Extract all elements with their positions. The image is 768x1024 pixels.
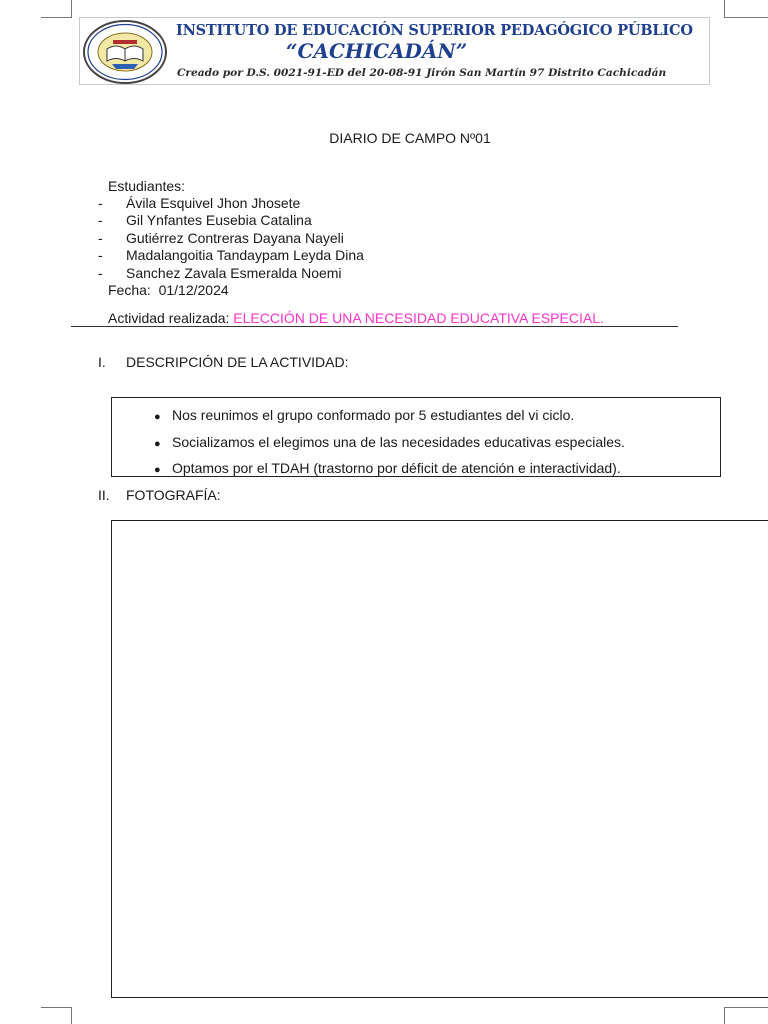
activity-line [108, 310, 604, 326]
crop-mark-bottom-left-h [41, 1007, 72, 1008]
section-number: II. [98, 487, 110, 503]
institution-seal-icon [82, 19, 168, 85]
institution-decree-line: Creado por D.S. 0021-91-ED del 20-08-91 Jirón San Martín 97 Distrito Cachicadán [177, 67, 667, 79]
crop-mark-top-right-h [724, 17, 768, 18]
activity-value: ELECCIÓN DE UNA NECESIDAD EDUCATIVA ESPECIAL. [233, 310, 604, 326]
photo-frame [111, 520, 768, 998]
crop-mark-top-left-v [71, 0, 72, 17]
date-line [108, 282, 229, 298]
section-number: I. [98, 354, 106, 370]
activity-underline [71, 326, 678, 327]
section-title-photo: FOTOGRAFÍA: [126, 487, 221, 503]
student-item: Ávila Esquivel Jhon Jhosete [126, 195, 301, 211]
bullet-text: Optamos por el TDAH (trastorno por déficit de atención e interactividad). [172, 460, 621, 476]
activity-label: Actividad realizada: [108, 310, 230, 326]
bullet-text: Nos reunimos el grupo conformado por 5 estudiantes del vi ciclo. [172, 407, 575, 423]
list-dash: - [98, 212, 103, 228]
list-item [154, 460, 621, 476]
bullet-icon: ● [154, 411, 161, 423]
crop-mark-bottom-right-v [724, 1007, 725, 1024]
list-dash: - [98, 195, 103, 211]
section-title-description: DESCRIPCIÓN DE LA ACTIVIDAD: [126, 354, 349, 370]
students-label: Estudiantes: [108, 178, 186, 194]
list-item [154, 407, 574, 423]
crop-mark-bottom-right-h [724, 1007, 768, 1008]
crop-mark-top-right-v [724, 0, 725, 17]
list-dash: - [98, 265, 103, 281]
institution-name: INSTITUTO DE EDUCACIÓN SUPERIOR PEDAGÓGICO PÚBLICO [176, 22, 693, 39]
document-title: DIARIO DE CAMPO Nº01 [329, 130, 491, 146]
student-item: Gil Ynfantes Eusebia Catalina [126, 212, 312, 228]
bullet-text: Socializamos el elegimos una de las necesidades educativas especiales. [172, 434, 625, 450]
bullet-icon: ● [154, 438, 161, 450]
student-item: Gutiérrez Contreras Dayana Nayeli [126, 230, 344, 246]
list-item [154, 434, 625, 450]
date-label: Fecha: [108, 282, 151, 298]
institution-header-banner [79, 17, 710, 85]
student-item: Sanchez Zavala Esmeralda Noemi [126, 265, 342, 281]
institution-city: “CACHICADÁN” [286, 39, 468, 63]
crop-mark-bottom-left-v [71, 1007, 72, 1024]
activity-description-box [111, 397, 721, 477]
date-value: 01/12/2024 [158, 282, 229, 298]
list-dash: - [98, 247, 103, 263]
student-item: Madalangoitia Tandaypam Leyda Dina [126, 247, 364, 263]
list-dash: - [98, 230, 103, 246]
crop-mark-top-left-h [41, 17, 72, 18]
bullet-icon: ● [154, 464, 161, 476]
